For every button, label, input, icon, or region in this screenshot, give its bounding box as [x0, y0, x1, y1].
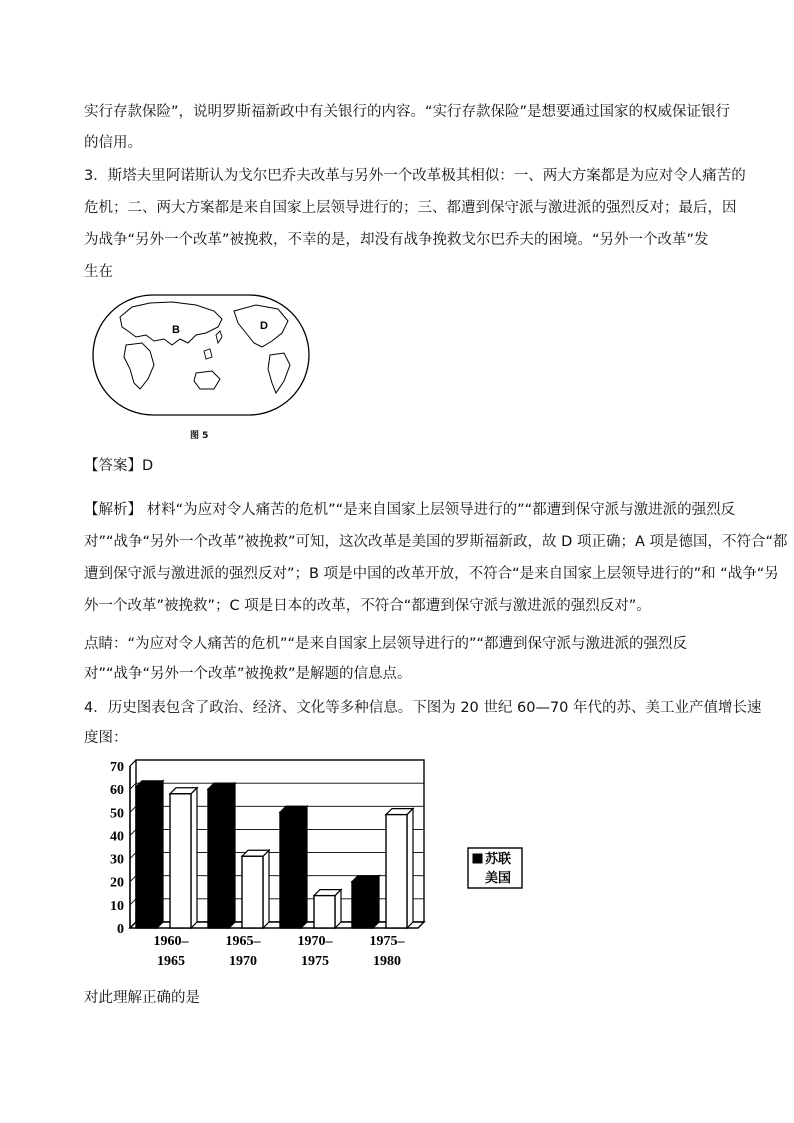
- note-line: 对”“战争“另外一个改革”被挽救”是解题的信息点。: [84, 666, 412, 682]
- y-tick-label: 10: [110, 898, 124, 914]
- analysis-line: 遭到保守派与激进派的强烈反对”；B 项是中国的改革开放，不符合“是来自国家上层领导进行的”和 “战争“另: [84, 566, 779, 582]
- bar-side: [229, 783, 235, 928]
- bar-usa: [314, 896, 335, 928]
- gridline-side: [130, 876, 136, 882]
- bar-side: [191, 788, 197, 928]
- bar-ussr: [136, 787, 157, 928]
- bar-side: [301, 806, 307, 928]
- question-3-line: 3．斯塔夫里阿诺斯认为戈尔巴乔夫改革与另外一个改革极其相似：一、两大方案都是为应对令人痛苦的: [84, 168, 746, 184]
- x-tick-label: 1975–: [369, 934, 405, 949]
- bar-ussr: [280, 812, 301, 928]
- gridline-side: [130, 806, 136, 812]
- gridline-side: [130, 853, 136, 859]
- legend-label: 苏联: [485, 852, 512, 867]
- legend-swatch: [473, 873, 482, 882]
- y-tick-label: 60: [110, 783, 124, 799]
- x-tick-label: 1960–: [153, 934, 189, 949]
- x-tick-label: 1970–: [297, 934, 333, 949]
- legend-swatch: [473, 854, 482, 863]
- question-4-prompt: 对此理解正确的是: [84, 990, 200, 1006]
- bar-ussr: [208, 789, 229, 928]
- bar-side: [157, 781, 163, 928]
- gridline-side: [130, 899, 136, 905]
- gridline-side: [130, 783, 136, 789]
- map-label-d: D: [260, 320, 268, 332]
- map-label-b: B: [172, 324, 180, 336]
- analysis-line: 对”“战争“另外一个改革”被挽救”可知，这次改革是美国的罗斯福新政，故 D 项正确；A 项是德国，不符合“都: [84, 534, 788, 550]
- gridline-side: [130, 760, 136, 766]
- x-tick-label: 1970: [229, 954, 257, 969]
- x-tick-label: 1980: [373, 954, 401, 969]
- question-4-line: 4．历史图表包含了政治、经济、文化等多种信息。下图为 20 世纪 60—70 年代的苏、美工业产值增长速: [84, 700, 762, 716]
- paragraph-line: 的信用。: [84, 135, 142, 151]
- analysis-line: 【解析】 材料“为应对令人痛苦的危机”“是来自国家上层领导进行的”“都遭到保守派与激进派的强烈反: [84, 502, 736, 518]
- bar-usa: [242, 856, 263, 928]
- bar-side: [263, 850, 269, 928]
- note-line: 点睛：“为应对令人痛苦的危机”“是来自国家上层领导进行的”“都遭到保守派与激进派的强烈反: [84, 636, 688, 652]
- x-tick-label: 1965: [157, 954, 185, 969]
- x-tick-label: 1965–: [225, 934, 261, 949]
- legend-label: 美国: [485, 871, 512, 886]
- question-3-line: 危机；二、两大方案都是来自国家上层领导进行的；三、都遭到保守派与激进派的强烈反对；最后，因: [84, 200, 737, 216]
- y-tick-label: 0: [117, 922, 124, 937]
- answer-line: 【答案】D: [84, 458, 154, 474]
- bar-usa: [170, 794, 191, 928]
- analysis-line: 外一个改革”被挽救”；C 项是日本的改革，不符合“都遭到保守派与激进派的强烈反对”。: [84, 598, 651, 614]
- bar-usa: [386, 815, 407, 928]
- bar-side: [407, 809, 413, 928]
- gridline-side: [130, 829, 136, 835]
- bar-ussr: [352, 882, 373, 928]
- bar-side: [373, 876, 379, 928]
- y-tick-label: 50: [110, 806, 124, 822]
- paragraph-line: 实行存款保险”，说明罗斯福新政中有关银行的内容。“实行存款保险”是想要通过国家的权威保证银行: [84, 104, 731, 120]
- y-tick-label: 30: [110, 852, 124, 868]
- y-tick-label: 20: [110, 875, 124, 891]
- y-tick-label: 40: [110, 829, 124, 845]
- y-tick-label: 70: [110, 760, 124, 775]
- question-3-line: 生在: [84, 264, 113, 280]
- x-tick-label: 1975: [301, 954, 329, 969]
- question-4-line: 度图：: [84, 730, 128, 746]
- industrial-growth-chart: [96, 756, 536, 976]
- world-map-figure: [92, 293, 310, 417]
- question-3-line: 为战争“另外一个改革”被挽救，不幸的是，却没有战争挽救戈尔巴乔夫的困境。“另外一个改革”发: [84, 232, 709, 248]
- map-caption: 图 5: [190, 431, 209, 441]
